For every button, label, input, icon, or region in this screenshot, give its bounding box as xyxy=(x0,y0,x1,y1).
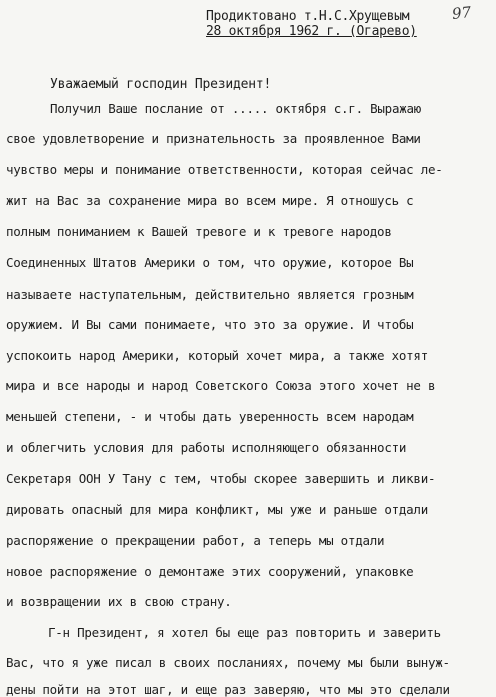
letter-line: жит на Вас за сохранение мира во всем мире. Я отношусь с xyxy=(6,193,414,208)
letter-line: меньшей степени, - и чтобы дать уверенность всем народам xyxy=(6,409,414,424)
letter-line: Получил Ваше послание от ..... октября с.г. Выражаю xyxy=(50,101,422,116)
letter-line: распоряжение о прекращении работ, а теперь мы отдали xyxy=(6,533,385,548)
letter-line: Вас, что я уже писал в своих посланиях, почему мы были вынуж- xyxy=(6,655,450,670)
letter-line: Секретаря ООН У Тану с тем, чтобы скорее завершить и ликви- xyxy=(6,471,436,486)
salutation: Уважаемый господин Президент! xyxy=(50,77,272,92)
letter-line: свое удовлетворение и признательность за проявленное Вами xyxy=(6,131,421,146)
dictation-note: Продиктовано т.Н.С.Хрущевым xyxy=(206,9,410,24)
handwritten-page-number: 97 xyxy=(451,3,472,23)
letter-line: Г-н Президент, я хотел бы еще раз повторить и заверить xyxy=(48,625,441,640)
date-place-line: 28 октября 1962 г. (Огарево) xyxy=(206,24,417,39)
letter-line: и облегчить условия для работы исполняющего обязанности xyxy=(6,440,407,455)
letter-line: мира и все народы и народ Советского Союза этого хочет не в xyxy=(6,378,436,393)
letter-line: полным пониманием к Вашей тревоге и к тревоге народов xyxy=(6,224,392,239)
letter-line: оружием. И Вы сами понимаете, что это за оружие. И чтобы xyxy=(6,317,414,332)
letter-line: дировать опасный для мира конфликт, мы уже и раньше отдали xyxy=(6,502,428,517)
letter-line: называете наступательным, действительно является грозным xyxy=(6,287,414,302)
letter-line: Соединенных Штатов Америки о том, что оружие, которое Вы xyxy=(6,255,414,270)
letter-line: чувство меры и понимание ответственности, которая сейчас ле- xyxy=(6,162,443,177)
letter-line: дены пойти на этот шаг, и еще раз заверяю, что мы это сделали xyxy=(6,682,450,697)
letter-line: новое распоряжение о демонтаже этих сооружений, упаковке xyxy=(6,564,414,579)
letter-line: и возвращении их в свою страну. xyxy=(6,594,232,609)
letter-line: успокоить народ Америки, который хочет мира, а также хотят xyxy=(6,348,428,363)
